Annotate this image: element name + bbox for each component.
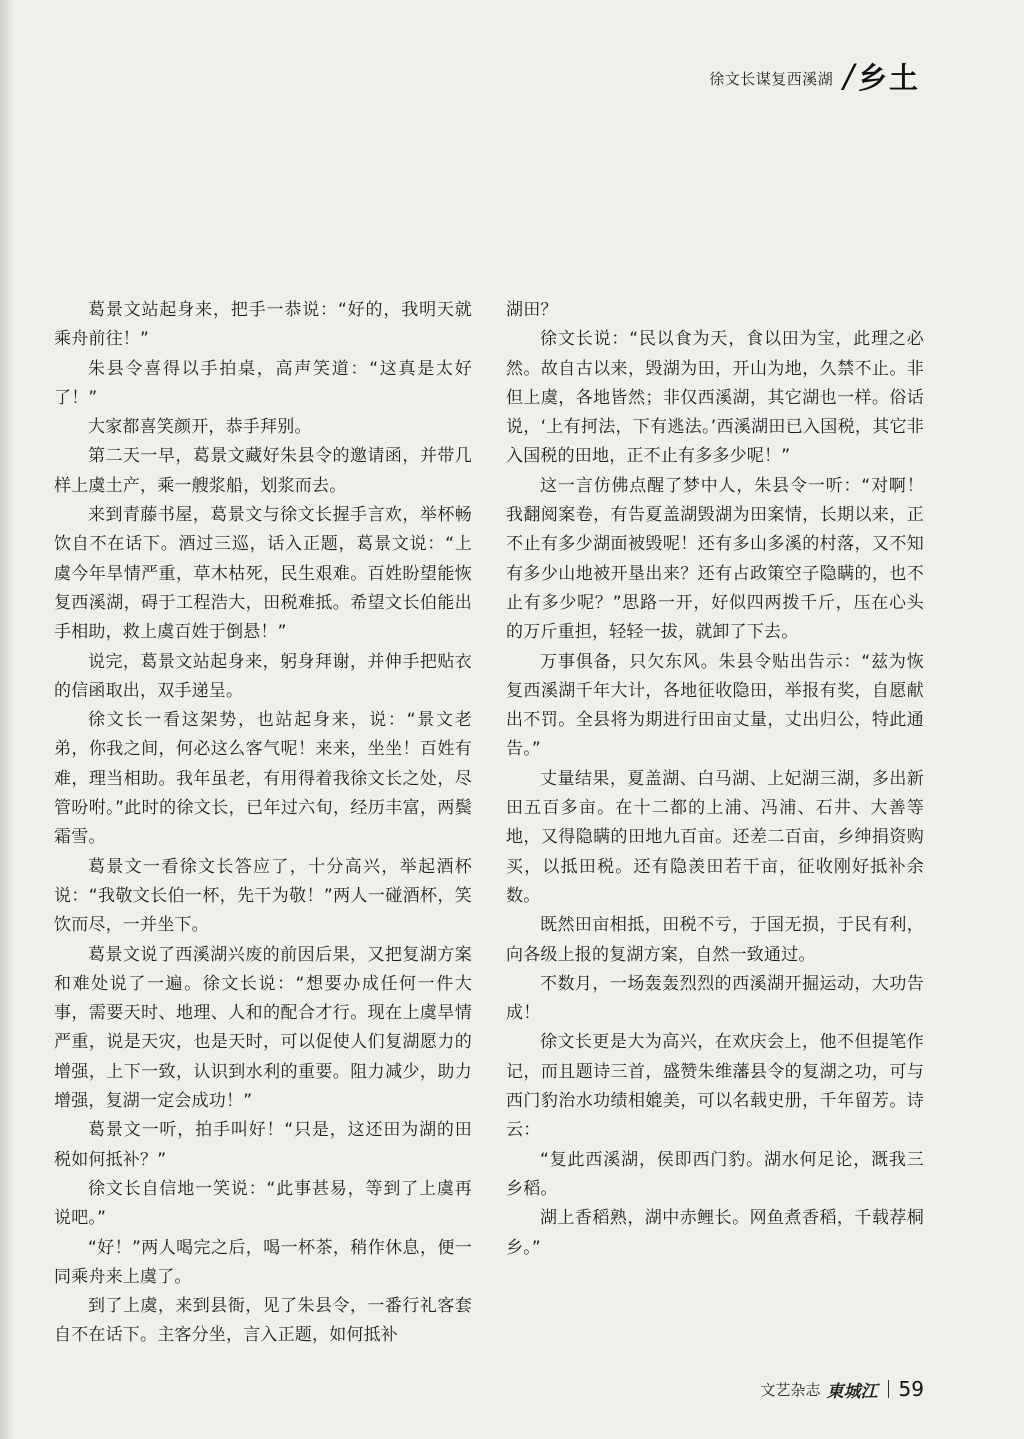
section-title: 乡土 (857, 60, 920, 95)
paragraph: “好！”两人喝完之后，喝一杯茶，稍作休息，便一同乘舟来上虞了。 (54, 1237, 472, 1287)
paragraph: 朱县令喜得以手拍桌，高声笑道：“这真是太好了！” (54, 358, 472, 408)
running-header (709, 56, 920, 96)
paragraph: 大家都喜笑颜开，恭手拜别。 (88, 417, 312, 438)
paragraph: 葛景文站起身来，把手一恭说：“好的，我明天就乘舟前往！” (54, 300, 472, 350)
page-number: 59 (898, 1377, 924, 1401)
magazine-logo-text: 東城江 (826, 1381, 878, 1402)
paragraph: 徐文长一看这架势，也站起身来，说：“景文老弟，你我之间，何必这么客气呢！来来，坐坐！百姓有难，理当相助。我年虽老，有用得着我徐文长之处，尽管吩咐。”此时的徐文长，已年过六旬，经历丰富，两鬓霜雪。 (54, 710, 472, 848)
paragraph: 徐文长更是大为高兴，在欢庆会上，他不但提笔作记，而且题诗三首，盛赞朱维藩县令的复湖之功，可与西门豹治水功绩相媲美，可以名载史册，千年留芳。诗云： (506, 1032, 924, 1141)
paragraph: 说完，葛景文站起身来，躬身拜谢，并伸手把贴衣的信函取出，双手递呈。 (54, 651, 472, 701)
paragraph: 万事俱备，只欠东风。朱县令贴出告示：“兹为恢复西溪湖千年大计，各地征收隐田，举报有奖，自愿献出不罚。全县将为期进行田亩丈量，丈出归公，特此通告。” (506, 651, 924, 760)
paragraph: 这一言仿佛点醒了梦中人，朱县令一听：“对啊！我翻阅案卷，有告夏盖湖毁湖为田案情，长期以来，正不止有多少湖面被毁呢！还有多山多溪的村落，又不知有多少山地被开垦出来？还有占政策空子隐瞒的，也不止有多少呢？”思路一开，好似四两拨千斤，压在心头的万斤重担，轻轻一拔，就卸了下去。 (506, 475, 924, 643)
paragraph-continuation: 湖田？ (506, 300, 558, 320)
paragraph: 葛景文一看徐文长答应了，十分高兴，举起酒杯说：“我敬文长伯一杯，先干为敬！”两人一碰酒杯，笑饮而尽，一并坐下。 (54, 856, 472, 936)
paragraph: 徐文长自信地一笑说：“此事甚易，等到了上虞再说吧。” (54, 1178, 472, 1229)
paragraph: 葛景文说了西溪湖兴废的前因后果，又把复湖方案和难处说了一遍。徐文长说：“想要办成任何一件大事，需要天时、地理、人和的配合才行。现在上虞旱情严重，说是天灾，也是天时，可以促使人们复湖愿力的增强，上下一致，认识到水利的重要。阻力减少，助力增强，复湖一定会成功！” (54, 944, 472, 1112)
paragraph: 葛景文一听，拍手叫好！“只是，这还田为湖的田税如何抵补？” (54, 1120, 472, 1170)
poem-line: 湖上香稻熟，湖中赤鲤长。网鱼煮香稻，千载荐桐乡。” (506, 1208, 924, 1258)
header-slash: / (843, 57, 854, 95)
page-footer (761, 1374, 924, 1404)
article-title: 徐文长谋复西溪湖 (709, 69, 834, 88)
magazine-label: 文艺杂志 (760, 1380, 821, 1399)
page-spine-shadow (0, 0, 14, 1439)
paragraph: 既然田亩相抵，田税不亏，于国无损，于民有利，向各级上报的复湖方案，自然一致通过。 (506, 915, 924, 965)
paragraph: 徐文长说：“民以食为天，食以田为宝，此理之必然。故自古以来，毁湖为田，开山为地，久禁不止。非但上虞，各地皆然；非仅西溪湖，其它湖也一样。俗话说，‘上有抲法，下有逃法。’西溪湖田已入国税，其它非入国税的田地，正不止有多多少呢！” (506, 329, 924, 467)
poem-line: “复此西溪湖，侯即西门豹。湖水何足论，溉我三乡稻。 (506, 1149, 924, 1199)
paragraph: 到了上虞，来到县衙，见了朱县令，一番行礼客套自不在话下。主客分坐，言入正题，如何抵补 (54, 1296, 472, 1346)
left-column (54, 296, 472, 1351)
paragraph: 来到青藤书屋，葛景文与徐文长握手言欢，举杯畅饮自不在话下。酒过三巡，话入正题，葛景文说：“上虞今年旱情严重，草木枯死，民生艰难。百姓盼望能恢复西溪湖，碍于工程浩大，田税难抵。希望文长伯能出手相助，救上虞百姓于倒悬！” (54, 505, 472, 643)
footer-divider (888, 1380, 889, 1398)
paragraph: 丈量结果，夏盖湖、白马湖、上妃湖三湖，多出新田五百多亩。在十二都的上浦、冯浦、石井、大善等地，又得隐瞒的田地九百亩。还差二百亩，乡绅捐资购买，以抵田税。还有隐羡田若干亩，征收刚好抵补余数。 (506, 768, 924, 906)
paragraph: 第二天一早，葛景文藏好朱县令的邀请函，并带几样上虞土产，乘一艘浆船，划浆而去。 (54, 446, 472, 496)
paragraph: 不数月，一场轰轰烈烈的西溪湖开掘运动，大功告成！ (506, 973, 924, 1024)
right-column (506, 296, 924, 1263)
